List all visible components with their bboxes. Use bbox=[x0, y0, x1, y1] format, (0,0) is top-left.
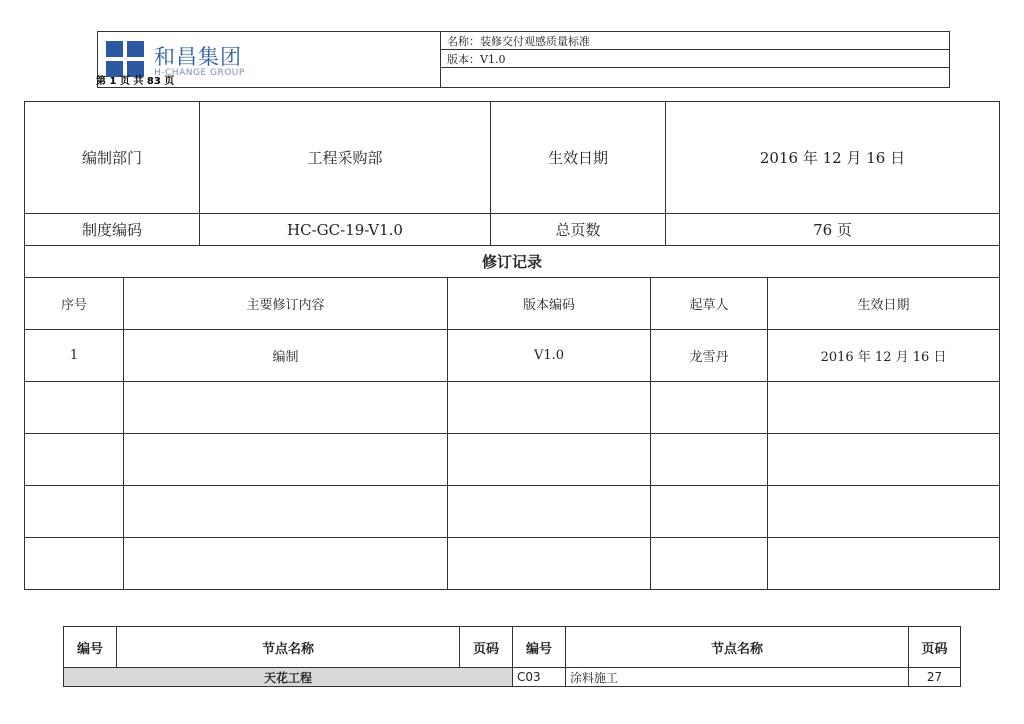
cell bbox=[448, 434, 651, 486]
cell bbox=[448, 382, 651, 434]
cell bbox=[768, 538, 1000, 590]
doc-name: 名称：装修交付观感质量标准 bbox=[441, 32, 950, 50]
pages-value: 76 页 bbox=[666, 214, 1000, 246]
cell bbox=[768, 486, 1000, 538]
table-row bbox=[25, 434, 1000, 486]
cell bbox=[448, 538, 651, 590]
cell: V1.0 bbox=[448, 330, 651, 382]
index-header: 页码 bbox=[460, 627, 513, 668]
cell bbox=[651, 382, 768, 434]
cell bbox=[448, 486, 651, 538]
code-value: HC-GC-19-V1.0 bbox=[200, 214, 491, 246]
pages-label: 总页数 bbox=[491, 214, 666, 246]
section-title: 天花工程 bbox=[64, 668, 513, 687]
cell: 编制 bbox=[124, 330, 448, 382]
cell bbox=[25, 486, 124, 538]
index-code: C03 bbox=[513, 668, 566, 687]
dept-label: 编制部门 bbox=[25, 102, 200, 214]
doc-version: 版本：V1.0 bbox=[441, 50, 950, 68]
cell bbox=[768, 382, 1000, 434]
revision-table bbox=[24, 277, 1000, 590]
index-header: 编号 bbox=[64, 627, 117, 668]
cell bbox=[768, 434, 1000, 486]
cell bbox=[651, 486, 768, 538]
col-header: 序号 bbox=[25, 278, 124, 330]
col-header: 生效日期 bbox=[768, 278, 1000, 330]
date-value: 2016 年 12 月 16 日 bbox=[666, 102, 1000, 214]
logo-cell bbox=[98, 32, 441, 88]
index-name: 涂料施工 bbox=[566, 668, 909, 687]
logo-text: 和昌集团 bbox=[154, 45, 242, 69]
cell bbox=[124, 434, 448, 486]
index-page: 27 bbox=[909, 668, 961, 687]
cell bbox=[124, 382, 448, 434]
cell: 龙雪丹 bbox=[651, 330, 768, 382]
info-table bbox=[24, 101, 1000, 278]
cell bbox=[124, 538, 448, 590]
col-header: 起草人 bbox=[651, 278, 768, 330]
logo-subtext: H-CHANGE GROUP bbox=[154, 68, 245, 78]
dept-value: 工程采购部 bbox=[200, 102, 491, 214]
cell: 2016 年 12 月 16 日 bbox=[768, 330, 1000, 382]
index-header: 编号 bbox=[513, 627, 566, 668]
cell: 1 bbox=[25, 330, 124, 382]
document-header bbox=[97, 31, 950, 88]
cell bbox=[25, 382, 124, 434]
revision-title: 修订记录 bbox=[25, 246, 1000, 278]
doc-empty bbox=[441, 68, 950, 88]
code-label: 制度编码 bbox=[25, 214, 200, 246]
cell bbox=[124, 486, 448, 538]
cell bbox=[25, 434, 124, 486]
index-header: 页码 bbox=[909, 627, 961, 668]
index-header: 节点名称 bbox=[566, 627, 909, 668]
col-header: 主要修订内容 bbox=[124, 278, 448, 330]
table-row bbox=[25, 330, 1000, 382]
cell bbox=[25, 538, 124, 590]
index-table bbox=[63, 626, 961, 687]
page-count: 第 1 页 共 83 页 bbox=[96, 76, 175, 87]
table-row bbox=[25, 538, 1000, 590]
index-header: 节点名称 bbox=[117, 627, 460, 668]
table-row bbox=[25, 486, 1000, 538]
table-row bbox=[25, 382, 1000, 434]
cell bbox=[651, 434, 768, 486]
cell bbox=[651, 538, 768, 590]
col-header: 版本编码 bbox=[448, 278, 651, 330]
date-label: 生效日期 bbox=[491, 102, 666, 214]
